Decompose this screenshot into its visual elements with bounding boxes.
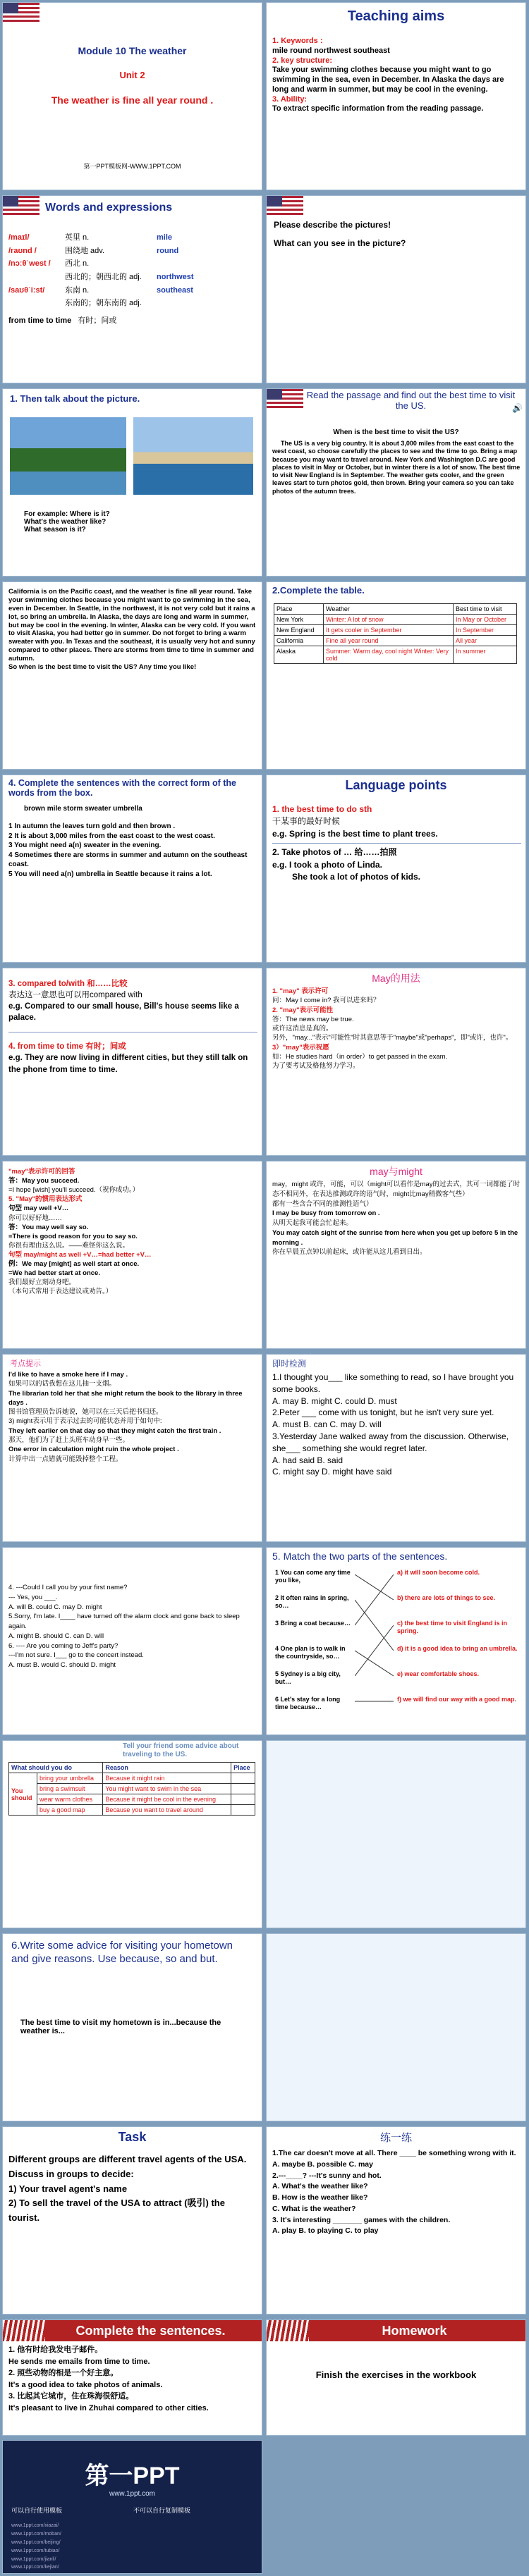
text-line: One error in calculation might ruin the whole project .	[8, 1446, 179, 1454]
text-line: 如：He studies hard（in order）to get passed in the exam.	[272, 1053, 448, 1061]
slide-24	[266, 2126, 526, 2315]
weather-table	[274, 603, 517, 664]
slide-6	[266, 388, 526, 577]
options: C. What is the weather?	[272, 2204, 356, 2213]
meaning: 西北 n.	[65, 259, 90, 269]
word: northwest	[157, 273, 194, 282]
cell-weather: Winter: A lot of snow	[324, 615, 454, 625]
header-bar	[267, 2320, 525, 2341]
slide-9	[2, 775, 262, 963]
cell-time: In May or October	[454, 615, 517, 625]
cell-action: bring your umbrella	[37, 1773, 103, 1784]
cell-place: New York	[274, 615, 324, 625]
match-left: 3 Bring a coat because…	[275, 1620, 351, 1627]
point-2-example: She took a lot of photos of kids.	[292, 871, 420, 882]
text-line: 5. "May"的惯用表达形式	[8, 1195, 83, 1204]
cell-place: Alaska	[274, 646, 324, 664]
cell-action: wear warm clothes	[37, 1794, 103, 1805]
text-line: 从明天起我可能会忙起来。	[272, 1219, 353, 1228]
example-questions: For example: Where is it? What's the weather like? What season is it?	[24, 510, 110, 534]
text-line: 句型 may/might as well +V…=had better +V…	[8, 1250, 152, 1259]
text-line: 或许这消息是真的。	[272, 1025, 333, 1033]
cell-place	[231, 1805, 255, 1816]
cell-reason: Because it might rain	[103, 1773, 231, 1784]
table-header: Best time to visit	[454, 604, 517, 615]
us-flag-icon	[267, 196, 303, 217]
cell-place	[231, 1784, 255, 1794]
footer-link[interactable]: www.1ppt.com/jianli/	[11, 2556, 56, 2562]
footer-link[interactable]: www.1ppt.com/tubiao/	[11, 2548, 60, 2553]
text-line: （本句式常用于表达建议或劝告。）	[8, 1288, 113, 1296]
slide-1	[2, 2, 262, 190]
text-line: It's a good idea to take photos of animals.	[8, 2380, 163, 2389]
text-line: 2. 照些动物的相是一个好主意。	[8, 2369, 118, 2377]
point-1-example: e.g. Spring is the best time to plant trees.	[272, 828, 438, 839]
point-2: 2. Take photos of … 给……拍照	[272, 847, 397, 858]
text-line: may，might 或许，可能，可以（might可以看作是may的过去式，其可一词都能了时态不相同外，在表达推测或许的语气时，might比may稍微客气些）	[272, 1181, 520, 1198]
slide-title: 2.Complete the table.	[272, 585, 365, 596]
word: mile	[157, 233, 173, 242]
slide-title: Teaching aims	[347, 8, 445, 24]
point-4-example: e.g. They are now living in different cities, but they still talk on the phone from time to time.	[8, 1054, 248, 1074]
point-2-example: e.g. I took a photo of Linda.	[272, 859, 382, 870]
license-note-2: 不可以自行复制模板	[133, 2507, 191, 2514]
text-line: 答：The news may be true.	[272, 1015, 354, 1023]
cell-weather: Fine all year round	[324, 636, 454, 646]
slide-10	[266, 775, 526, 963]
question: 5.Sorry, I'm late. I____ have turned off the alarm clock and gone back to sleep again.	[8, 1613, 240, 1631]
structure-value: Take your swimming clothes because you might want to go swimming in the sea, even in December. In Alaska the days are long and warm in summer, but may be cool in the evening.	[272, 66, 504, 94]
meaning: 西北的；朝西北的 adj.	[65, 273, 142, 282]
header-bar	[3, 2320, 262, 2341]
phonetic: /saʊθˈiːst/	[8, 285, 45, 295]
table-header: What should you do	[9, 1763, 103, 1773]
cell-time: All year	[454, 636, 517, 646]
match-right: a) it will soon become cold.	[397, 1569, 480, 1576]
slide-title: Task	[118, 2130, 147, 2144]
text-line: 你在早晨五点钟以前起床，或许能从这儿看到日出。	[272, 1248, 427, 1257]
meaning: 围绕地 adv.	[65, 246, 105, 255]
table-row	[9, 1773, 255, 1784]
keywords-label: 1. Keywords :	[272, 37, 323, 45]
table-header: Reason	[103, 1763, 231, 1773]
match-right: b) there are lots of things to see.	[397, 1594, 496, 1601]
cell-place	[231, 1794, 255, 1805]
sentence-frame: The best time to visit my hometown is in...because the weather is...	[20, 2019, 221, 2035]
slide-25	[2, 2319, 262, 2436]
text-line: 答：You may well say so.	[8, 1223, 89, 1231]
cell-place: California	[274, 636, 324, 646]
text-line: I'd like to have a smoke here if I may .	[8, 1371, 128, 1379]
text-line: 如果可以的话我想在这儿抽一支烟。	[8, 1380, 116, 1388]
question: --- Yes, you ___.	[8, 1593, 58, 1601]
slide-title: 即时检测	[272, 1359, 307, 1369]
slide-22	[266, 1933, 526, 2121]
point-3-meaning: 表达这一意思也可以用compared with	[8, 991, 142, 1000]
advice-table	[8, 1762, 255, 1816]
text-line: 答：May you succeed.	[8, 1177, 80, 1185]
question: 6. ---- Are you coming to Jeff's party?	[8, 1641, 118, 1650]
slide-title: 练一练	[379, 2132, 412, 2144]
slide-title: 6.Write some advice for visiting your hometown and give reasons. Use because, so and but.	[11, 1940, 233, 1965]
match-lines	[355, 1569, 394, 1721]
question: 2.Peter ___ come with us tonight, but he isn't very sure yet.	[272, 1407, 494, 1418]
slide-20	[266, 1740, 526, 1928]
text-line: =There is good reason for you to say so.	[8, 1232, 138, 1240]
footer-link[interactable]: www.1ppt.com/beijing/	[11, 2539, 61, 2545]
match-left: 1 You can come any time you like,	[275, 1569, 351, 1584]
text-line: 3）"may"表示祝愿	[272, 1043, 329, 1052]
match-left: 5 Sydney is a big city, but…	[275, 1670, 341, 1686]
text-line: 计算中出一点错就可能毁掉整个工程。	[8, 1455, 123, 1463]
footer-slide	[2, 2440, 262, 2574]
footer-link[interactable]: www.1ppt.com/xiazai/	[11, 2523, 59, 2528]
footer-link[interactable]: www.1ppt.com/moban/	[11, 2531, 61, 2537]
task-item: 2) To sell the travel of the USA to attract (吸引) the tourist.	[8, 2198, 225, 2224]
options: A. must B. can C. may D. will	[272, 1419, 382, 1430]
slide-title: 考点提示	[10, 1360, 41, 1368]
point-3: 3. compared to/with 和……比较	[8, 980, 128, 988]
slide-title: 1. Then talk about the picture.	[10, 393, 140, 404]
text-line: It's pleasant to live in Zhuhai compared to other cities.	[8, 2403, 209, 2412]
task-text: Different groups are different travel agents of the USA. Discuss in groups to decide:	[8, 2154, 247, 2179]
unit-label: Unit 2	[119, 70, 145, 80]
match-left: 4 One plan is to walk in the countryside, so…	[275, 1645, 346, 1660]
slide-title: Tell your friend some advice about traveling to the US.	[123, 1742, 239, 1758]
cell-time: In September	[454, 625, 517, 636]
slide-14	[266, 1161, 526, 1349]
table-row	[274, 646, 517, 664]
slide-18	[266, 1547, 526, 1735]
table-row	[9, 1794, 255, 1805]
slide-16	[266, 1354, 526, 1542]
word-box: brown mile storm sweater umbrella	[24, 805, 142, 813]
cell-reason: Because it might be cool in the evening	[103, 1794, 231, 1805]
text-line: The librarian told her that she might return the book to the library in three days .	[8, 1389, 243, 1407]
options: A. might B. should C. can D. will	[8, 1632, 104, 1640]
us-flag-icon	[3, 196, 39, 217]
text-line: 问：May I come in? 我可以进来吗？	[272, 997, 380, 1005]
text-line: 都有一些含合不同的推测性语气）	[272, 1200, 373, 1208]
slide-11	[2, 968, 262, 1156]
phonetic: /raʊnd /	[8, 246, 37, 255]
slide-5	[2, 388, 262, 577]
question: 1.I thought you___ like something to read, so I have brought you some books.	[272, 1372, 514, 1394]
table-header: Weather	[324, 604, 454, 615]
sentence-item: 4 Sometimes there are storms in summer and autumn on the southeast coast.	[8, 851, 248, 868]
text-line: 1. 他有时给我发电子邮件。	[8, 2346, 103, 2354]
word: round	[157, 246, 179, 255]
slide-26	[266, 2319, 526, 2436]
text-line: 3) might表示用于表示过去的可能状态并用于如句中:	[8, 1417, 162, 1426]
cell-you: You should	[9, 1773, 37, 1816]
slide-17	[2, 1547, 262, 1735]
text-line: He sends me emails from time to time.	[8, 2357, 150, 2366]
options: A. maybe B. possible C. may	[272, 2159, 373, 2169]
question: ---I'm not sure. I___ go to the concert instead.	[8, 1651, 144, 1660]
slide-title: Words and expressions	[45, 202, 173, 214]
options: A. may B. might C. could D. must	[272, 1395, 397, 1406]
phrase: from time to time	[8, 316, 72, 326]
options: A. had said B. said	[272, 1455, 343, 1465]
slide-title: Language points	[345, 778, 447, 792]
point-3-example: e.g. Compared to our small house, Bill's house seems like a palace.	[8, 1002, 239, 1023]
text-line: They left earlier on that day so that they might catch the first train .	[8, 1426, 221, 1435]
meaning: 东南的；朝东南的 adj.	[65, 299, 142, 308]
landscape-picture	[10, 417, 126, 495]
slide-19	[2, 1740, 262, 1928]
structure-label: 2. key structure:	[272, 56, 332, 65]
slide-12	[266, 968, 526, 1156]
site-url[interactable]: www.1ppt.com	[109, 2490, 156, 2498]
passage: California is on the Pacific coast, and the weather is fine all year round. Take your swimming clothes because you might want to go swimming in the sea, even in December. In Seattle, in the northwest, it is not very cold but it rains a lot, so bring an umbrella. In Alaska, the days are long and warm in summer, but may be cool in the evening. In winter, Alaska can be very cold. If you want to visit Alaska, you had better go in summer. Do not forget to bring a warm sweater with you. In Texas and the southeast, it is usually very hot and sunny compared to other places. There are storms from time to time in summer and autumn. So when is the best time to visit the US? Any time you like!	[8, 588, 256, 671]
table-header: Place	[231, 1763, 255, 1773]
slide-title: 5. Match the two parts of the sentences.	[272, 1551, 448, 1562]
slide-15	[2, 1354, 262, 1542]
slide-23	[2, 2126, 262, 2315]
footer-text: 第一PPT模板网-WWW.1PPT.COM	[83, 163, 181, 170]
options: C. might say D. might have said	[272, 1467, 392, 1477]
text-line: 那天，他们为了赶上头班车动身早一些。	[8, 1436, 130, 1445]
slide-3	[2, 195, 262, 383]
slide-title: 4. Complete the sentences with the correct form of the words from the box.	[8, 778, 236, 799]
homework-text: Finish the exercises in the workbook	[315, 2369, 477, 2380]
meaning: 英里 n.	[65, 233, 90, 242]
match-right: c) the best time to visit England is in spring.	[397, 1620, 508, 1635]
slide-title: Read the passage and find out the best time to visit the US.	[306, 390, 516, 411]
slide-title: Please describe the pictures!	[274, 220, 391, 230]
slide-title: Complete the sentences.	[75, 2324, 226, 2338]
question: When is the best time to visit the US?	[333, 429, 459, 436]
cell-action: buy a good map	[37, 1805, 103, 1816]
question: 3.Yesterday Jane walked away from the discussion. Otherwise, she___ something she would regret later.	[272, 1431, 509, 1453]
point-1: 1. the best time to do sth	[272, 804, 372, 814]
phonetic	[8, 271, 65, 284]
text-line: 句型 may well +V…	[8, 1204, 69, 1213]
slide-title: may与might	[370, 1166, 422, 1177]
site-logo: 第一PPT	[85, 2463, 180, 2489]
cell-weather: It gets cooler in September	[324, 625, 454, 636]
slide-title: Homework	[382, 2324, 447, 2338]
slide-subtitle: What can you see in the picture?	[274, 238, 406, 248]
text-line: 例：We may [might] as well start at once.	[8, 1260, 140, 1269]
word: southeast	[157, 285, 193, 295]
question: 1.The car doesn't move at all. There ____ be something wrong with it.	[272, 2149, 516, 2157]
text-line: 你可以好好地……	[8, 1214, 63, 1222]
slide-2	[266, 2, 526, 190]
module-title: Module 10 The weather	[78, 45, 187, 56]
match-right: f) we will find our way with a good map.	[397, 1696, 517, 1703]
phonetic: /maɪl/	[8, 233, 30, 242]
text-line: 我们最好立刻动身吧。	[8, 1278, 76, 1287]
text-line: You may catch sight of the sunrise from here when you get up before 5 in the morning .	[272, 1228, 518, 1247]
phonetic	[8, 297, 65, 310]
slide-21	[2, 1933, 262, 2121]
table-row	[9, 1805, 255, 1816]
cell-time: In summer	[454, 646, 517, 664]
us-flag-icon	[267, 389, 303, 410]
table-row	[274, 625, 517, 636]
cell-action: bring a swimsuit	[37, 1784, 103, 1794]
cell-reason: Because you want to travel around	[103, 1805, 231, 1816]
match-right: e) wear comfortable shoes.	[397, 1670, 480, 1677]
ability-label: 3. Ability:	[272, 94, 308, 104]
lesson-subtitle: The weather is fine all year round .	[51, 94, 214, 106]
slide-8	[266, 581, 526, 770]
footer-link[interactable]: www.1ppt.com/kejian/	[11, 2565, 59, 2570]
table-row	[274, 636, 517, 646]
slide-13	[2, 1161, 262, 1349]
slide-4	[266, 195, 526, 383]
coast-picture	[133, 417, 253, 495]
text-line: =I hope [wish] you'll succeed.（祝你成功。）	[8, 1186, 140, 1195]
match-left: 2 It often rains in spring, so…	[275, 1594, 349, 1610]
text-line: 3. 比起其它城市，住在珠海很舒适。	[8, 2392, 134, 2401]
phrase-meaning: 有时；间或	[78, 316, 117, 326]
keywords-value: mile round northwest southeast	[272, 46, 390, 55]
us-flag-icon	[3, 3, 39, 24]
speaker-icon[interactable]: 🔊	[512, 403, 523, 413]
sentence-item: 1 In autumn the leaves turn gold and then brown .	[8, 822, 176, 830]
text-line: I may be busy from tomorrow on .	[272, 1209, 380, 1218]
phonetic: /nɔːθˈwest /	[8, 259, 51, 269]
task-item: 1) Your travel agent's name	[8, 2183, 128, 2194]
options: B. How is the weather like?	[272, 2193, 368, 2202]
question: 3. It's interesting _______ games with the children.	[272, 2215, 451, 2224]
point-4: 4. from time to time 有时；间或	[8, 1042, 126, 1052]
meaning: 东南 n.	[65, 285, 90, 295]
options: A. must B. would C. should D. might	[8, 1661, 116, 1670]
ability-value: To extract specific information from the reading passage.	[272, 104, 484, 113]
cell-weather: Summer: Warm day, cool night Winter: Very cold	[324, 646, 454, 664]
question: 4. ---Could I call you by your first name?	[8, 1584, 128, 1591]
table-row	[274, 615, 517, 625]
cell-place	[231, 1773, 255, 1784]
options: A. play B. to playing C. to play	[272, 2226, 379, 2236]
slide-7	[2, 581, 262, 770]
match-right: d) it is a good idea to bring an umbrella.	[397, 1645, 518, 1652]
sentence-item: 2 It is about 3,000 miles from the east coast to the west coast.	[8, 832, 215, 840]
slide-title: May的用法	[372, 973, 420, 984]
question: 2.---____? ---It's sunny and hot.	[272, 2171, 382, 2180]
table-header: Place	[274, 604, 324, 615]
text-line: 图书馆管理员告诉她说，她可以在三天后把书归还。	[8, 1408, 163, 1417]
text-line: =We had better start at once.	[8, 1269, 100, 1278]
cell-reason: You might want to swim in the sea	[103, 1784, 231, 1794]
text-line: 1. "may" 表示许可	[272, 987, 329, 995]
point-1-meaning: 干某事的最好时候	[272, 816, 341, 827]
cell-place: New England	[274, 625, 324, 636]
sentence-item: 5 You will need a(n) umbrella in Seattle because it rains a lot.	[8, 870, 212, 878]
text-line: 为了要考试及格他努力学习。	[272, 1062, 360, 1071]
text-line: 你很有理由这么说。——难怪你这么说。	[8, 1241, 130, 1250]
text-line: 2. "may"表示可能性	[272, 1006, 334, 1014]
match-left: 6 Let's stay for a long time because…	[275, 1696, 341, 1711]
text-line: "may"表示许可的回答	[8, 1168, 75, 1176]
text-line: 另外，"may..."表示"可能性"时其意思等于"maybe"或"perhaps"，即"或许，也许"。	[272, 1034, 513, 1042]
passage: The US is a very big country. It is about 3,000 miles from the east coast to the west coast, so choose carefully the places to see and the time to go. Bring a map because you may want to travel around. New York and Washington D.C are good places to visit in May or October, but in winter there is a lot of snow. The best time to visit New England is in September. The weather gets cooler, and the green leaves start to turn photos gold, then brown. Bring your camera so you can take photos of the autumn trees.	[272, 440, 521, 495]
sentence-item: 3 You might need a(n) sweater in the evening.	[8, 842, 162, 849]
options: A. What's the weather like?	[272, 2182, 368, 2191]
table-row	[9, 1784, 255, 1794]
license-note-1: 可以自行使用模板	[11, 2507, 63, 2514]
options: A. will B. could C. may D. might	[8, 1603, 102, 1611]
